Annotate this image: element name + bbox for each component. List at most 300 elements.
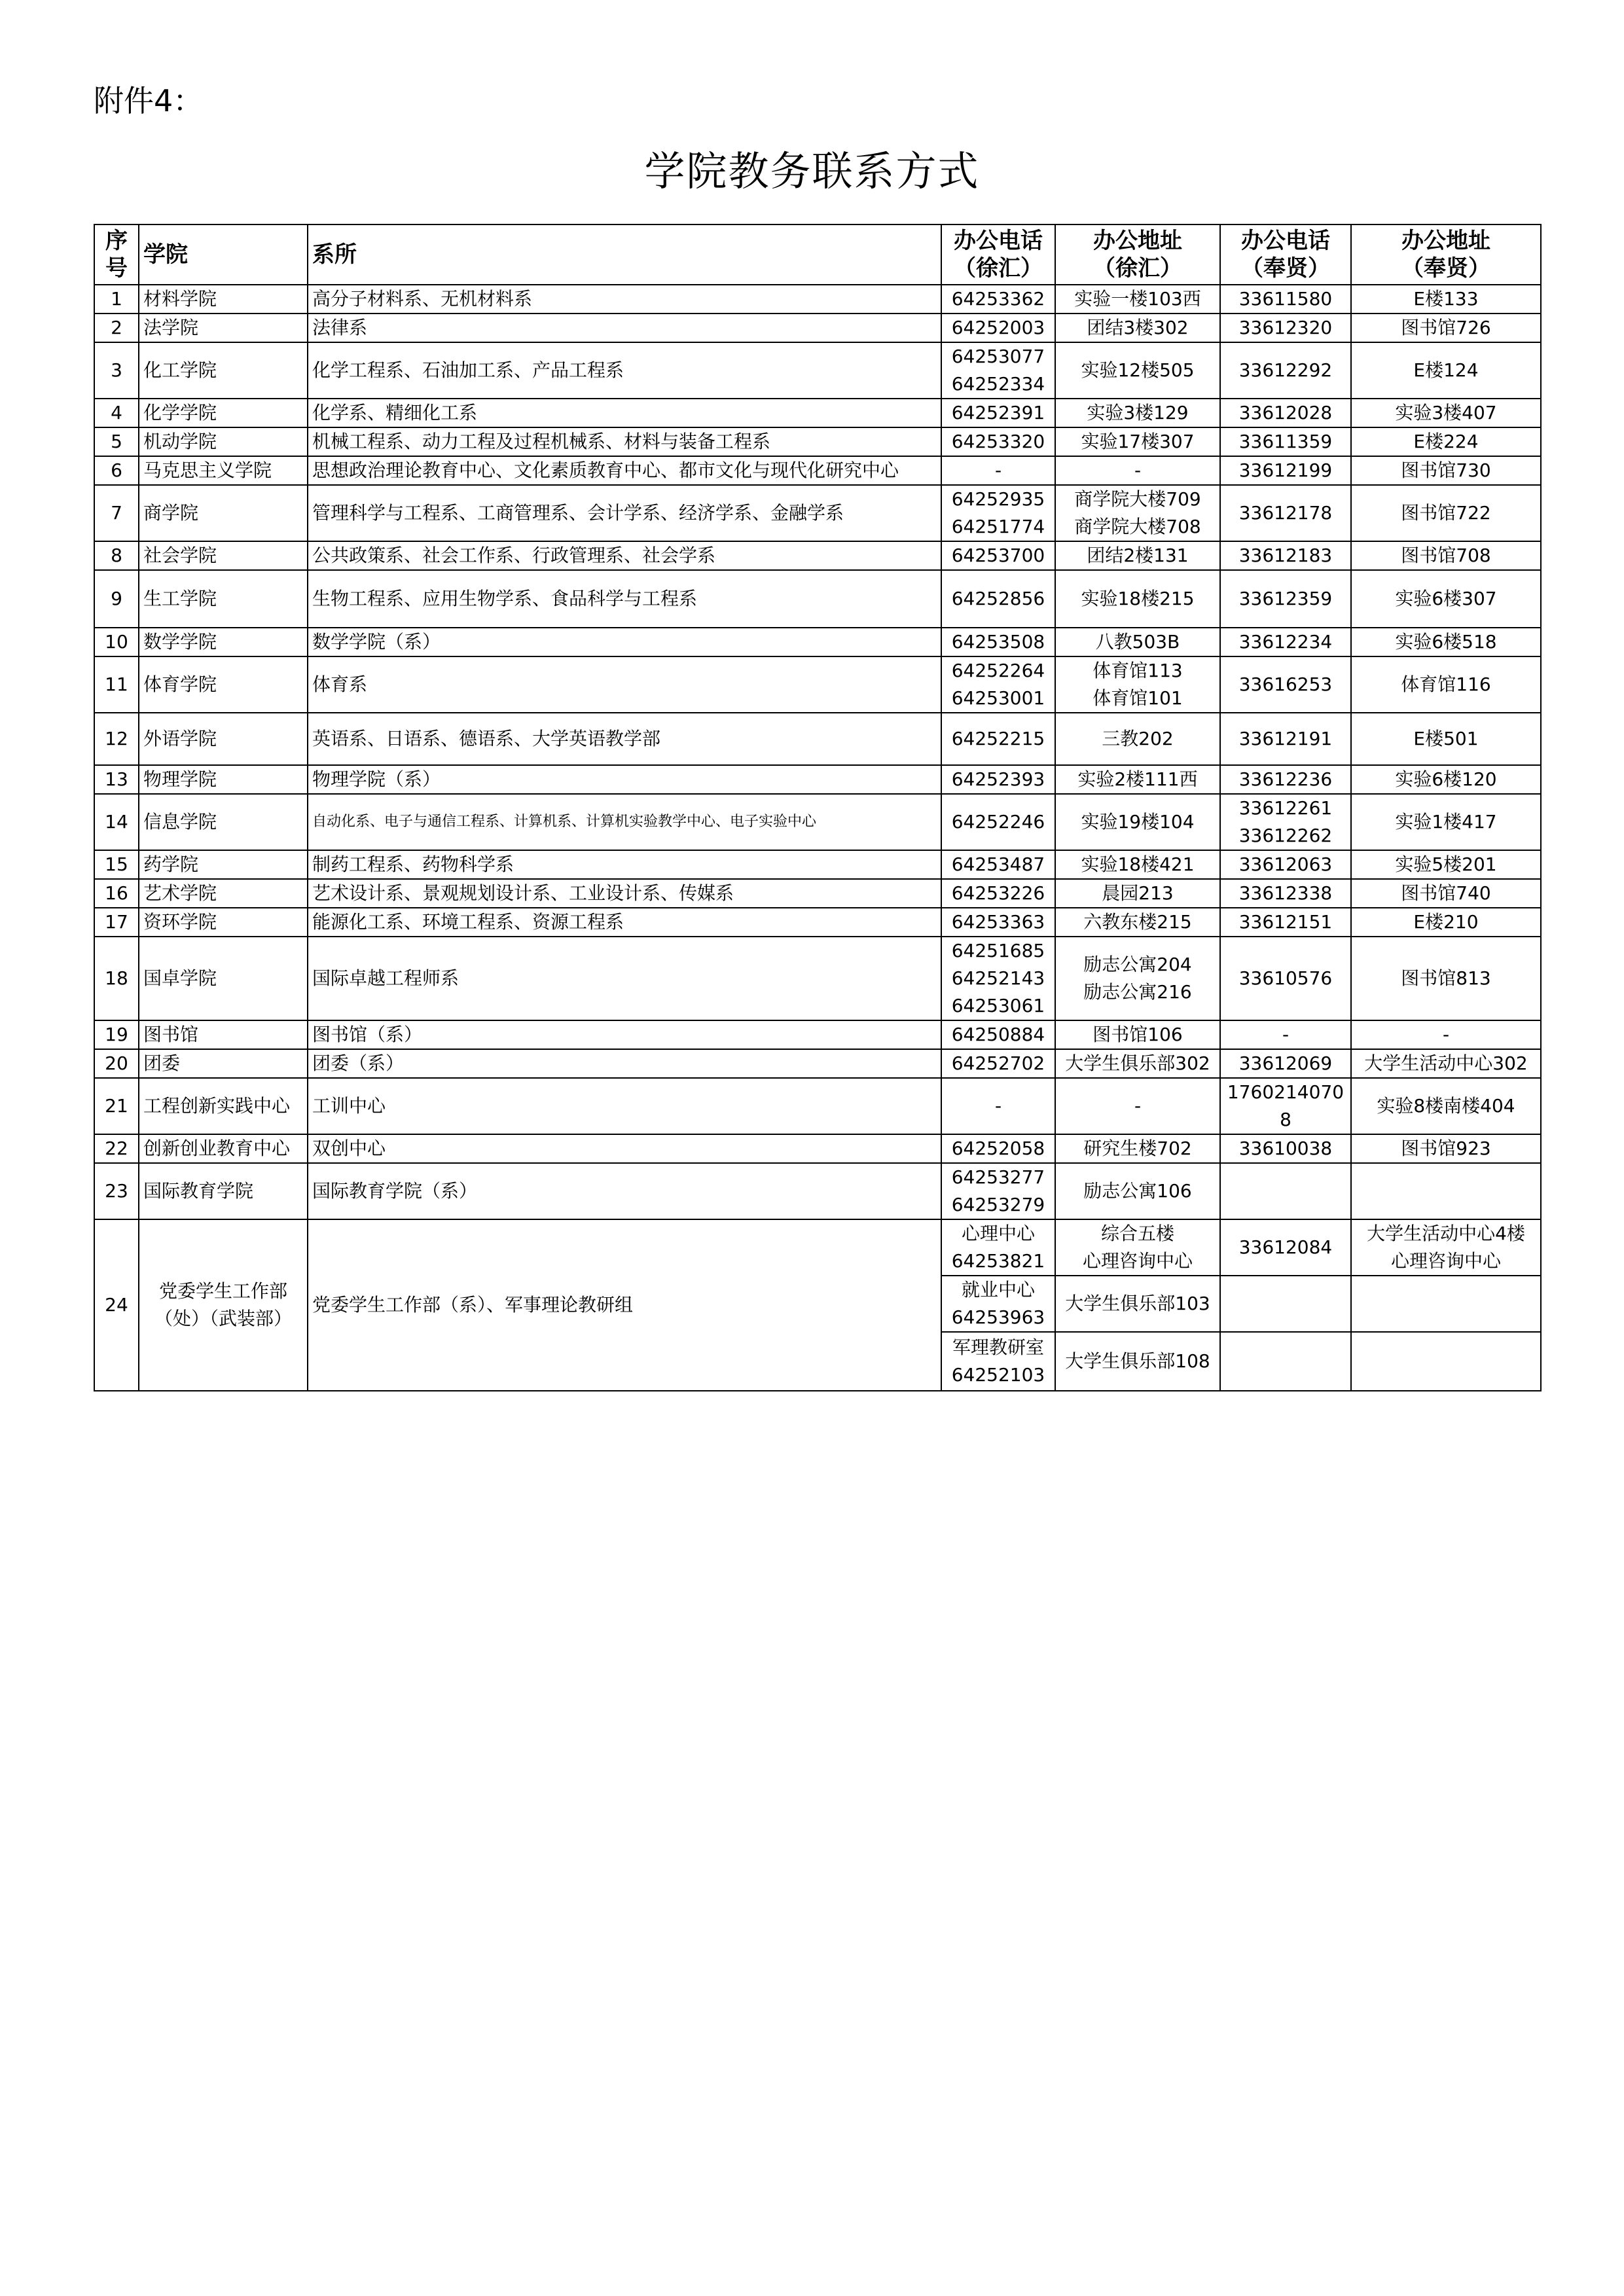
row-addr-xuhui (1055, 1134, 1220, 1163)
row-addr-xuhui (1055, 1163, 1220, 1219)
row-addr-fengxian (1351, 1134, 1541, 1163)
row-tel-fengxian-line: 33611359 (1238, 431, 1333, 452)
row-addr-xuhui-line: 体育馆113 (1092, 660, 1183, 681)
row-addr-xuhui (1055, 1276, 1220, 1332)
table-row (94, 879, 1541, 908)
row-addr-fengxian (1351, 850, 1541, 879)
row-addr-xuhui-line: 实验18楼421 (1081, 853, 1195, 875)
row-dept: 法律系 (308, 314, 941, 342)
row-tel-fengxian (1220, 908, 1351, 937)
row-dept: 制药工程系、药物科学系 (308, 850, 941, 879)
row-college: 党委学生工作部（处）（武装部） (139, 1219, 308, 1391)
row-tel-xuhui-line: 64252856 (951, 588, 1045, 609)
row-tel-fengxian (1220, 1078, 1351, 1134)
row-dept: 党委学生工作部（系）、军事理论教研组 (308, 1219, 941, 1391)
row-tel-fengxian (1220, 794, 1351, 850)
row-dept: 团委（系） (308, 1049, 941, 1078)
row-seq: 5 (94, 427, 139, 456)
row-tel-fengxian-line: 33610038 (1238, 1138, 1333, 1159)
row-addr-fengxian (1351, 1078, 1541, 1134)
row-dept: 化学工程系、石油加工系、产品工程系 (308, 342, 941, 399)
row-addr-xuhui (1055, 937, 1220, 1020)
row-addr-xuhui-line: 图书馆106 (1092, 1024, 1183, 1045)
row-tel-fengxian-line: 33612028 (1238, 402, 1333, 423)
row-addr-fengxian-line: 图书馆740 (1401, 882, 1491, 904)
row-dept: 自动化系、电子与通信工程系、计算机系、计算机实验教学中心、电子实验中心 (308, 794, 941, 850)
row-addr-xuhui-line: 实验17楼307 (1081, 431, 1195, 452)
header-addr-xuhui-line1: 办公地址 (1093, 228, 1182, 254)
row-addr-xuhui-line: 晨园213 (1102, 882, 1174, 904)
row-tel-xuhui-line: 64253061 (951, 995, 1045, 1016)
row-college: 信息学院 (139, 794, 308, 850)
row-tel-xuhui (941, 1219, 1055, 1276)
row-addr-xuhui (1055, 628, 1220, 656)
row-addr-xuhui (1055, 879, 1220, 908)
row-addr-fengxian-line: 实验6楼120 (1395, 768, 1497, 790)
row-addr-fengxian-line: 大学生活动中心4楼 (1367, 1223, 1525, 1244)
row-seq: 16 (94, 879, 139, 908)
row-addr-xuhui-line: 团结2楼131 (1087, 545, 1189, 566)
row-dept: 双创中心 (308, 1134, 941, 1163)
row-dept: 管理科学与工程系、工商管理系、会计学系、经济学系、金融学系 (308, 485, 941, 541)
row-tel-fengxian (1220, 285, 1351, 314)
row-tel-fengxian-line: 33612199 (1238, 459, 1333, 481)
row-addr-xuhui (1055, 541, 1220, 570)
row-addr-fengxian (1351, 628, 1541, 656)
row-addr-fengxian-line: E楼210 (1413, 911, 1479, 933)
row-dept: 物理学院（系） (308, 765, 941, 794)
row-tel-xuhui (941, 1163, 1055, 1219)
attachment-label: 附件4： (94, 83, 204, 118)
row-tel-fengxian-line: 33612262 (1238, 825, 1333, 846)
row-tel-fengxian (1220, 342, 1351, 399)
row-addr-fengxian-line: 实验3楼407 (1395, 402, 1497, 423)
row-addr-fengxian (1351, 879, 1541, 908)
row-tel-fengxian (1220, 314, 1351, 342)
header-addr-fengxian (1351, 224, 1541, 285)
row-college: 生工学院 (139, 570, 308, 628)
row-addr-xuhui-line: 心理咨询中心 (1082, 1250, 1193, 1272)
row-addr-xuhui-line: 大学生俱乐部103 (1065, 1293, 1210, 1314)
row-addr-fengxian (1351, 342, 1541, 399)
row-tel-xuhui (941, 427, 1055, 456)
row-dept: 公共政策系、社会工作系、行政管理系、社会学系 (308, 541, 941, 570)
row-tel-xuhui-line: 64252103 (951, 1364, 1045, 1386)
row-addr-fengxian (1351, 1163, 1541, 1219)
row-tel-xuhui (941, 850, 1055, 879)
row-college: 外语学院 (139, 713, 308, 765)
row-tel-fengxian-line: 33610576 (1238, 967, 1333, 989)
row-tel-fengxian-line: 33612292 (1238, 359, 1333, 381)
row-tel-xuhui-line: 64253363 (951, 911, 1045, 933)
row-addr-xuhui (1055, 314, 1220, 342)
row-tel-fengxian (1220, 713, 1351, 765)
header-tel-xuhui-line1: 办公电话 (954, 228, 1043, 254)
row-addr-fengxian (1351, 541, 1541, 570)
row-addr-xuhui (1055, 656, 1220, 713)
row-seq: 10 (94, 628, 139, 656)
row-tel-xuhui-line: 64253226 (951, 882, 1045, 904)
row-tel-xuhui-line: 64250884 (951, 1024, 1045, 1045)
row-tel-xuhui (941, 908, 1055, 937)
row-tel-fengxian (1220, 628, 1351, 656)
row-addr-xuhui-line: 研究生楼702 (1083, 1138, 1192, 1159)
row-tel-fengxian-line: 33612069 (1238, 1052, 1333, 1074)
row-tel-fengxian (1220, 937, 1351, 1020)
row-tel-xuhui-line: 64252935 (951, 488, 1045, 510)
row-tel-xuhui-line: 64252264 (951, 660, 1045, 681)
row-addr-fengxian (1351, 570, 1541, 628)
row-seq: 17 (94, 908, 139, 937)
row-seq: 19 (94, 1020, 139, 1049)
row-tel-xuhui-line: 64253277 (951, 1166, 1045, 1188)
row-dept: 国际卓越工程师系 (308, 937, 941, 1020)
row-tel-fengxian-line: 33612063 (1238, 853, 1333, 875)
row-dept: 能源化工系、环境工程系、资源工程系 (308, 908, 941, 937)
row-college: 物理学院 (139, 765, 308, 794)
table-row (94, 765, 1541, 794)
table-row (94, 570, 1541, 628)
row-tel-fengxian-line: 33612183 (1238, 545, 1333, 566)
row-college: 团委 (139, 1049, 308, 1078)
header-addr-xuhui-line2: （徐汇） (1093, 255, 1182, 281)
row-tel-xuhui (941, 285, 1055, 314)
row-tel-xuhui-line: 64253001 (951, 687, 1045, 709)
row-addr-fengxian-line: 大学生活动中心302 (1364, 1052, 1528, 1074)
row-seq: 11 (94, 656, 139, 713)
row-tel-xuhui-line: 64252246 (951, 811, 1045, 833)
row-seq: 24 (94, 1219, 139, 1391)
row-addr-xuhui (1055, 342, 1220, 399)
header-college: 学院 (139, 224, 308, 285)
row-addr-xuhui (1055, 1020, 1220, 1049)
row-tel-fengxian (1220, 1020, 1351, 1049)
row-tel-xuhui (941, 1276, 1055, 1332)
row-tel-fengxian-line: 17602140708 (1227, 1081, 1344, 1130)
row-addr-fengxian (1351, 427, 1541, 456)
row-college: 图书馆 (139, 1020, 308, 1049)
row-tel-xuhui-line: 64253362 (951, 288, 1045, 310)
row-dept: 机械工程系、动力工程及过程机械系、材料与装备工程系 (308, 427, 941, 456)
row-college: 法学院 (139, 314, 308, 342)
row-tel-fengxian-line: 33612261 (1238, 797, 1333, 819)
row-tel-xuhui (941, 794, 1055, 850)
row-addr-xuhui (1055, 713, 1220, 765)
row-addr-xuhui (1055, 456, 1220, 485)
row-seq: 14 (94, 794, 139, 850)
row-seq: 21 (94, 1078, 139, 1134)
row-addr-fengxian-line: 实验8楼南楼404 (1377, 1095, 1515, 1117)
row-tel-fengxian (1220, 1049, 1351, 1078)
table-row (94, 485, 1541, 541)
table-row (94, 342, 1541, 399)
row-addr-fengxian (1351, 794, 1541, 850)
row-addr-fengxian-line: E楼224 (1413, 431, 1479, 452)
row-addr-xuhui-line: 实验12楼505 (1081, 359, 1195, 381)
row-addr-fengxian-line: 实验5楼201 (1395, 853, 1497, 875)
row-seq: 20 (94, 1049, 139, 1078)
row-addr-fengxian (1351, 1219, 1541, 1276)
row-tel-xuhui (941, 765, 1055, 794)
row-addr-xuhui-line: 实验一楼103西 (1074, 288, 1201, 310)
header-tel-fengxian (1220, 224, 1351, 285)
row-dept: 思想政治理论教育中心、文化素质教育中心、都市文化与现代化研究中心 (308, 456, 941, 485)
row-addr-xuhui (1055, 1219, 1220, 1276)
table-row (94, 850, 1541, 879)
row-addr-xuhui-line: 实验3楼129 (1087, 402, 1189, 423)
row-dept: 图书馆（系） (308, 1020, 941, 1049)
row-tel-xuhui-line: 64252702 (951, 1052, 1045, 1074)
row-addr-xuhui-line: 励志公寓216 (1083, 981, 1192, 1003)
row-tel-fengxian (1220, 1163, 1351, 1219)
row-tel-xuhui (941, 713, 1055, 765)
row-tel-xuhui (941, 1134, 1055, 1163)
row-tel-fengxian-line: 33612084 (1238, 1236, 1333, 1258)
row-addr-fengxian-line: 图书馆726 (1401, 317, 1491, 338)
row-addr-xuhui (1055, 399, 1220, 427)
row-college: 商学院 (139, 485, 308, 541)
row-addr-xuhui (1055, 1078, 1220, 1134)
row-addr-xuhui-line: 商学院大楼708 (1074, 516, 1201, 537)
row-tel-xuhui-line: 64252334 (951, 373, 1045, 395)
row-tel-fengxian (1220, 399, 1351, 427)
table-row (94, 541, 1541, 570)
row-tel-xuhui-line: 64251774 (951, 516, 1045, 537)
row-dept: 生物工程系、应用生物学系、食品科学与工程系 (308, 570, 941, 628)
row-tel-fengxian (1220, 1332, 1351, 1391)
table-row (94, 1049, 1541, 1078)
row-addr-fengxian-line: E楼501 (1413, 728, 1479, 749)
row-tel-xuhui-line: 64253821 (951, 1250, 1045, 1272)
row-tel-xuhui (941, 456, 1055, 485)
table-row (94, 1163, 1541, 1219)
row-college: 资环学院 (139, 908, 308, 937)
row-addr-xuhui-line: 励志公寓106 (1083, 1180, 1192, 1202)
row-addr-fengxian (1351, 485, 1541, 541)
row-college: 社会学院 (139, 541, 308, 570)
row-addr-fengxian (1351, 1332, 1541, 1391)
row-addr-xuhui (1055, 794, 1220, 850)
row-tel-fengxian (1220, 485, 1351, 541)
row-dept: 数学学院（系） (308, 628, 941, 656)
row-college: 机动学院 (139, 427, 308, 456)
row-addr-xuhui (1055, 285, 1220, 314)
row-tel-xuhui-line: - (994, 1095, 1002, 1117)
row-addr-xuhui-line: 六教东楼215 (1083, 911, 1192, 933)
row-addr-xuhui (1055, 1049, 1220, 1078)
row-tel-xuhui (941, 656, 1055, 713)
row-tel-xuhui-line: 64252058 (951, 1138, 1045, 1159)
row-addr-xuhui-line: 大学生俱乐部302 (1065, 1052, 1210, 1074)
row-tel-fengxian (1220, 427, 1351, 456)
header-addr-xuhui (1055, 224, 1220, 285)
row-addr-fengxian-line: E楼124 (1413, 359, 1479, 381)
row-tel-fengxian (1220, 456, 1351, 485)
row-addr-fengxian (1351, 1276, 1541, 1332)
row-tel-xuhui (941, 541, 1055, 570)
row-addr-fengxian (1351, 908, 1541, 937)
table-row (94, 908, 1541, 937)
row-tel-xuhui (941, 1078, 1055, 1134)
row-seq: 18 (94, 937, 139, 1020)
row-addr-xuhui (1055, 570, 1220, 628)
row-seq: 4 (94, 399, 139, 427)
row-addr-xuhui-line: 综合五楼 (1100, 1223, 1174, 1244)
row-addr-fengxian-line: E楼133 (1413, 288, 1479, 310)
row-tel-xuhui (941, 570, 1055, 628)
row-addr-fengxian (1351, 713, 1541, 765)
row-tel-xuhui-line: - (994, 459, 1002, 481)
row-addr-fengxian (1351, 656, 1541, 713)
row-addr-xuhui-line: 三教202 (1102, 728, 1174, 749)
row-tel-fengxian-line: 33612338 (1238, 882, 1333, 904)
row-dept: 艺术设计系、景观规划设计系、工业设计系、传媒系 (308, 879, 941, 908)
table-row (94, 628, 1541, 656)
row-addr-fengxian-line: 实验1楼417 (1395, 811, 1497, 833)
row-tel-fengxian (1220, 656, 1351, 713)
row-college: 材料学院 (139, 285, 308, 314)
row-seq: 2 (94, 314, 139, 342)
row-tel-fengxian (1220, 879, 1351, 908)
row-tel-fengxian-line: - (1282, 1024, 1290, 1045)
row-tel-xuhui-line: 64253508 (951, 631, 1045, 653)
table-row (94, 937, 1541, 1020)
row-tel-xuhui-line: 64251685 (951, 940, 1045, 961)
row-seq: 15 (94, 850, 139, 879)
row-tel-fengxian-line: 33612178 (1238, 502, 1333, 524)
row-addr-xuhui (1055, 765, 1220, 794)
row-tel-xuhui-line: 64253279 (951, 1194, 1045, 1215)
row-tel-fengxian (1220, 1219, 1351, 1276)
row-tel-xuhui (941, 628, 1055, 656)
header-dept: 系所 (308, 224, 941, 285)
row-addr-xuhui-line: 大学生俱乐部108 (1065, 1350, 1210, 1372)
contact-table (94, 224, 1542, 1391)
row-tel-xuhui (941, 1020, 1055, 1049)
row-addr-xuhui-line: 励志公寓204 (1083, 954, 1192, 975)
row-college: 化工学院 (139, 342, 308, 399)
row-addr-xuhui-line: - (1134, 459, 1142, 481)
row-addr-xuhui-line: 团结3楼302 (1087, 317, 1189, 338)
row-dept: 工训中心 (308, 1078, 941, 1134)
row-addr-xuhui (1055, 1332, 1220, 1391)
table-row (94, 314, 1541, 342)
table-row (94, 285, 1541, 314)
row-tel-xuhui (941, 879, 1055, 908)
table-row (94, 656, 1541, 713)
row-tel-xuhui-line: 军理教研室 (952, 1336, 1044, 1358)
row-addr-fengxian-line: 图书馆730 (1401, 459, 1491, 481)
row-addr-xuhui (1055, 485, 1220, 541)
table-row (94, 399, 1541, 427)
row-tel-fengxian (1220, 541, 1351, 570)
table-row (94, 456, 1541, 485)
table-row (94, 713, 1541, 765)
row-college: 创新创业教育中心 (139, 1134, 308, 1163)
row-addr-fengxian (1351, 937, 1541, 1020)
row-addr-fengxian (1351, 765, 1541, 794)
row-tel-xuhui-line: 64253077 (951, 346, 1045, 367)
row-tel-xuhui-line: 64253320 (951, 431, 1045, 452)
row-tel-xuhui (941, 1049, 1055, 1078)
row-seq: 13 (94, 765, 139, 794)
row-tel-fengxian-line: 33616253 (1238, 673, 1333, 695)
header-tel-fengxian-line1: 办公电话 (1241, 228, 1330, 254)
table-row (94, 427, 1541, 456)
row-tel-xuhui (941, 1332, 1055, 1391)
row-addr-xuhui (1055, 850, 1220, 879)
table-row (94, 1219, 1541, 1276)
row-addr-fengxian-line: 实验6楼307 (1395, 588, 1497, 609)
row-seq: 22 (94, 1134, 139, 1163)
row-dept: 国际教育学院（系） (308, 1163, 941, 1219)
row-tel-xuhui-line: 64253487 (951, 853, 1045, 875)
row-tel-fengxian (1220, 765, 1351, 794)
row-seq: 9 (94, 570, 139, 628)
header-row (94, 224, 1541, 285)
row-tel-fengxian-line: 33612191 (1238, 728, 1333, 749)
row-tel-xuhui (941, 314, 1055, 342)
row-addr-fengxian-line: - (1442, 1024, 1450, 1045)
header-addr-fengxian-line1: 办公地址 (1401, 228, 1490, 254)
row-dept: 高分子材料系、无机材料系 (308, 285, 941, 314)
row-tel-fengxian-line: 33612320 (1238, 317, 1333, 338)
header-tel-xuhui-line2: （徐汇） (954, 255, 1043, 281)
row-addr-fengxian-line: 图书馆722 (1401, 502, 1491, 524)
row-tel-fengxian-line: 33612151 (1238, 911, 1333, 933)
row-tel-xuhui-line: 64252393 (951, 768, 1045, 790)
row-tel-xuhui (941, 399, 1055, 427)
row-tel-fengxian (1220, 850, 1351, 879)
table-row (94, 1078, 1541, 1134)
row-addr-xuhui (1055, 427, 1220, 456)
row-addr-fengxian-line: 心理咨询中心 (1390, 1250, 1501, 1272)
row-dept: 英语系、日语系、德语系、大学英语教学部 (308, 713, 941, 765)
row-addr-xuhui-line: 实验19楼104 (1081, 811, 1195, 833)
page-title: 学院教务联系方式 (644, 147, 980, 195)
header-seq: 序号 (94, 224, 139, 285)
table-row (94, 1134, 1541, 1163)
row-tel-xuhui-line: 64253700 (951, 545, 1045, 566)
row-tel-xuhui-line: 64252003 (951, 317, 1045, 338)
row-addr-xuhui-line: 体育馆101 (1092, 687, 1183, 709)
row-tel-xuhui-line: 心理中心 (961, 1223, 1035, 1244)
row-addr-fengxian-line: 图书馆923 (1401, 1138, 1491, 1159)
row-addr-fengxian-line: 实验6楼518 (1395, 631, 1497, 653)
row-college: 体育学院 (139, 656, 308, 713)
row-addr-fengxian (1351, 285, 1541, 314)
row-addr-xuhui-line: - (1134, 1095, 1142, 1117)
row-addr-fengxian (1351, 1020, 1541, 1049)
row-tel-fengxian-line: 33612236 (1238, 768, 1333, 790)
row-addr-xuhui-line: 实验18楼215 (1081, 588, 1195, 609)
table-row (94, 794, 1541, 850)
row-addr-fengxian (1351, 1049, 1541, 1078)
row-college: 艺术学院 (139, 879, 308, 908)
row-seq: 8 (94, 541, 139, 570)
row-addr-fengxian (1351, 456, 1541, 485)
row-dept: 体育系 (308, 656, 941, 713)
row-tel-xuhui (941, 342, 1055, 399)
row-tel-xuhui-line: 64252143 (951, 967, 1045, 989)
row-college: 数学学院 (139, 628, 308, 656)
row-college: 工程创新实践中心 (139, 1078, 308, 1134)
row-tel-fengxian (1220, 1134, 1351, 1163)
row-tel-xuhui-line: 64253963 (951, 1306, 1045, 1328)
row-seq: 3 (94, 342, 139, 399)
row-tel-fengxian-line: 33611580 (1238, 288, 1333, 310)
row-tel-xuhui (941, 937, 1055, 1020)
